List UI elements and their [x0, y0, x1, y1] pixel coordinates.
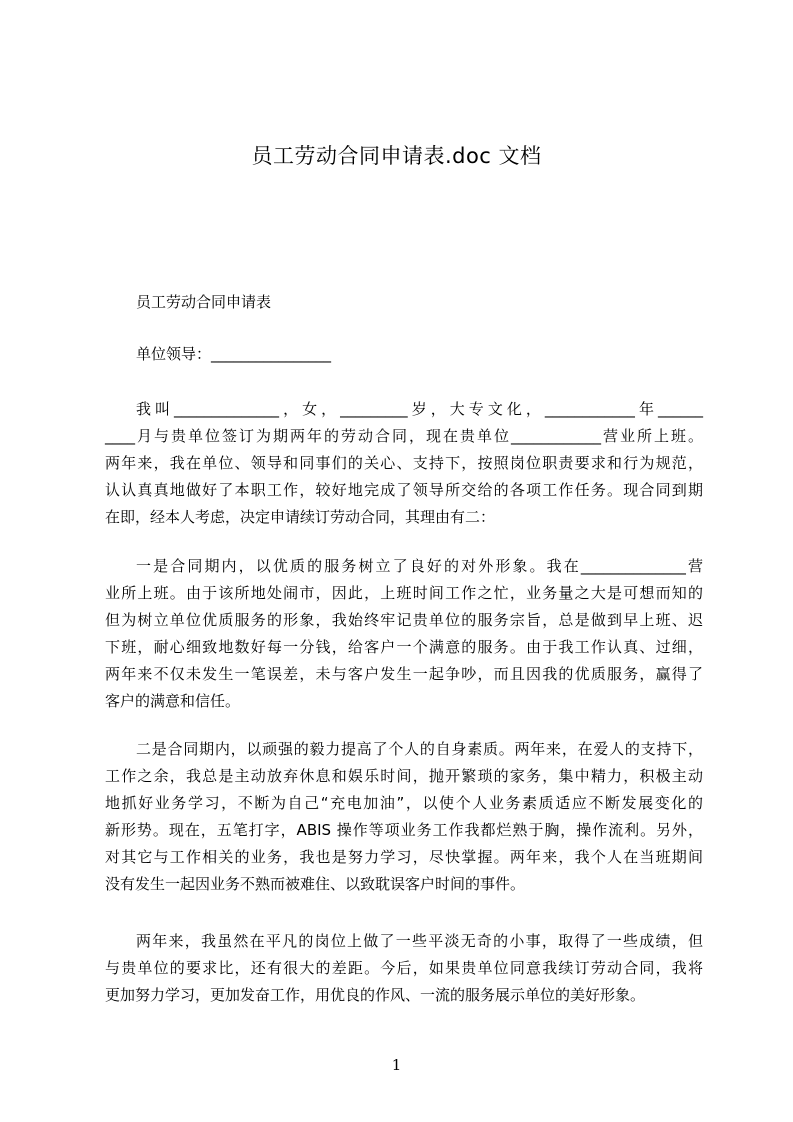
paragraph-line: 更加努力学习，更加发奋工作，用优良的作风、一流的服务展示单位的美好形象。 — [105, 986, 646, 1004]
document-title: 员工劳动合同申请表.doc 文档 — [251, 144, 542, 168]
paragraph-line: 客户的满意和信任。 — [105, 692, 241, 710]
paragraph-line: 一是合同期内，以优质的服务树立了良好的对外形象。我在______________营 — [136, 557, 703, 575]
paragraph-line: 在即，经本人考虑，决定申请续订劳动合同，其理由有二： — [105, 508, 496, 526]
addressee-line: 单位领导：________________ — [136, 345, 332, 363]
paragraph-line: 工作之余，我总是主动放弃休息和娱乐时间，抛开繁琐的家务，集中精力，积极主动 — [105, 767, 703, 785]
paragraph-line: 两年来，我虽然在平凡的岗位上做了一些平淡无奇的小事，取得了一些成绩，但 — [136, 932, 703, 950]
paragraph-line: 我叫______________，女，_________岁，大专文化，____________年______ — [136, 400, 703, 418]
paragraph-line: 二是合同期内，以顽强的毅力提高了个人的自身素质。两年来，在爱人的支持下， — [136, 740, 703, 758]
paragraph-line: 下班，耐心细致地数好每一分钱，给客户一个满意的服务。由于我工作认真、过细， — [105, 638, 703, 656]
paragraph-line: 与贵单位的要求比，还有很大的差距。今后，如果贵单位同意我续订劳动合同，我将 — [105, 959, 703, 977]
paragraph-line: 但为树立单位优质服务的形象，我始终牢记贵单位的服务宗旨，总是做到早上班、迟 — [105, 611, 703, 629]
paragraph-line: 认认真真地做好了本职工作，较好地完成了领导所交给的各项工作任务。现合同到期 — [105, 481, 703, 499]
paragraph-line: 对其它与工作相关的业务，我也是努力学习，尽快掌握。两年来，我个人在当班期间 — [105, 848, 703, 866]
page-number: 1 — [391, 1056, 402, 1074]
paragraph-line: 没有发生一起因业务不熟而被难住、以致耽误客户时间的事件。 — [105, 875, 526, 893]
paragraph-line: 两年来不仅未发生一笔误差，未与客户发生一起争吵，而且因我的优质服务，赢得了 — [105, 665, 703, 683]
paragraph-line: 两年来，我在单位、领导和同事们的关心、支持下，按照岗位职责要求和行为规范， — [105, 454, 703, 472]
paragraph-line: ____月与贵单位签订为期两年的劳动合同，现在贵单位____________营业所上班。 — [105, 427, 703, 445]
paragraph-line: 地抓好业务学习，不断为自己“充电加油”，以使个人业务素质适应不断发展变化的 — [105, 794, 703, 812]
paragraph-line: 新形势。现在，五笔打字，ABIS 操作等项业务工作我都烂熟于胸，操作流利。另外， — [105, 821, 703, 839]
paragraph-line: 业所上班。由于该所地处闹市，因此，上班时间工作之忙，业务量之大是可想而知的 — [105, 584, 703, 602]
form-heading: 员工劳动合同申请表 — [136, 293, 272, 311]
